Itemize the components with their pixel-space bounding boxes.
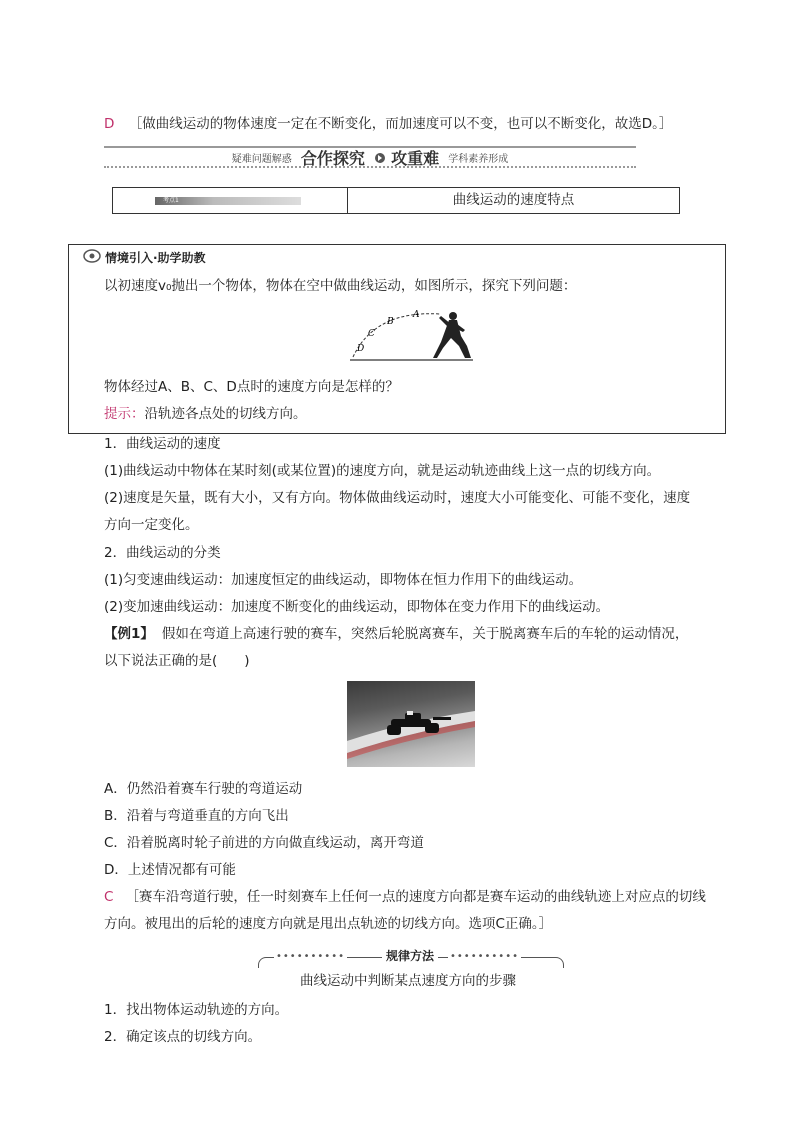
- method-title: 曲线运动中判断某点速度方向的步骤: [300, 973, 516, 989]
- intro-answer: [104, 115, 672, 133]
- topic-table: [112, 187, 680, 214]
- method-dots-left: ••••••••••: [276, 951, 345, 962]
- race-car-photo: [347, 681, 475, 767]
- example-stem-b: 以下说法正确的是( ): [104, 653, 250, 669]
- method-dots-right: ••••••••••: [450, 951, 519, 962]
- race-car-image: [347, 681, 475, 767]
- figure-label-b: B: [387, 317, 394, 327]
- banner-title-b: 攻重难: [391, 149, 440, 168]
- section1-para1: (1)曲线运动中物体在某时刻(或某位置)的速度方向，就是运动轨迹曲线上这一点的切线方向。: [104, 463, 661, 479]
- topic-tag-cell: [113, 188, 348, 213]
- section1-para2b: 方向一定变化。: [104, 517, 199, 533]
- example-stem-a-text: 假如在弯道上高速行驶的赛车，突然后轮脱离赛车，关于脱离赛车后的车轮的运动情况，: [161, 626, 689, 642]
- example-answer-b: 方向。被甩出的后轮的速度方向就是甩出点轨迹的切线方向。选项C正确。］: [104, 916, 553, 932]
- example-answer-a-text: ［赛车沿弯道行驶，任一时刻赛车上任何一点的速度方向都是赛车运动的曲线轨迹上对应点的切线: [125, 889, 706, 905]
- topic-title: 曲线运动的速度特点: [452, 192, 575, 208]
- example-answer-letter: C: [104, 889, 114, 905]
- section2-title: 2．曲线运动的分类: [104, 545, 221, 561]
- section1-title: 1．曲线运动的速度: [104, 436, 221, 452]
- lightbulb-icon: [83, 249, 101, 263]
- answer-letter: D: [104, 116, 115, 132]
- figure-label-a: A: [413, 310, 420, 320]
- example-answer-a: [104, 888, 706, 906]
- banner-top-rule: [104, 146, 636, 148]
- banner-arrow-icon: [374, 152, 386, 164]
- example-stem-a: [104, 625, 688, 643]
- banner-right-text: 学科素养形成: [448, 154, 509, 165]
- option-b: B．沿着与弯道垂直的方向飞出: [104, 808, 289, 824]
- section2-para2: (2)变加速曲线运动：加速度不断变化的曲线运动，即物体在变力作用下的曲线运动。: [104, 599, 610, 615]
- option-c: C．沿着脱离时轮子前进的方向做直线运动，离开弯道: [104, 835, 424, 851]
- example-label: 【例1】: [104, 626, 154, 642]
- section2-para1: (1)匀变速曲线运动：加速度恒定的曲线运动，即物体在恒力作用下的曲线运动。: [104, 572, 583, 588]
- hint-text: 沿轨迹各点处的切线方向。: [144, 406, 307, 422]
- banner-left-text: 疑难问题解惑: [231, 154, 292, 165]
- projectile-figure: [345, 302, 477, 364]
- scenario-question: 物体经过A、B、C、D点时的速度方向是怎样的？: [104, 379, 399, 395]
- method-label: 规律方法: [382, 947, 438, 964]
- thrower-figure: [433, 312, 471, 358]
- figure-label-c: C: [368, 329, 375, 339]
- option-a: A．仍然沿着赛车行驶的弯道运动: [104, 781, 303, 797]
- section-banner: [104, 146, 636, 168]
- method-step-1: 1．找出物体运动轨迹的方向。: [104, 1002, 289, 1018]
- option-d: D．上述情况都有可能: [104, 862, 236, 878]
- scenario-hint: [104, 405, 307, 423]
- banner-bottom-rule: [104, 165, 636, 168]
- method-step-2: 2．确定该点的切线方向。: [104, 1029, 262, 1045]
- figure-label-d: D: [357, 344, 365, 354]
- scenario-heading: 情境引入·助学助教: [105, 251, 206, 265]
- scenario-line1: 以初速度v₀抛出一个物体，物体在空中做曲线运动，如图所示，探究下列问题：: [104, 278, 577, 294]
- hint-label: 提示：: [104, 406, 145, 422]
- banner-title-a: 合作探究: [300, 149, 365, 168]
- method-header: [258, 947, 564, 967]
- answer-text: ［做曲线运动的物体速度一定在不断变化，而加速度可以不变，也可以不断变化，故选D。］: [128, 116, 673, 132]
- topic-tag: 考点1: [155, 197, 301, 205]
- section1-para2a: (2)速度是矢量，既有大小，又有方向。物体做曲线运动时，速度大小可能变化、可能不变化，速度: [104, 490, 691, 506]
